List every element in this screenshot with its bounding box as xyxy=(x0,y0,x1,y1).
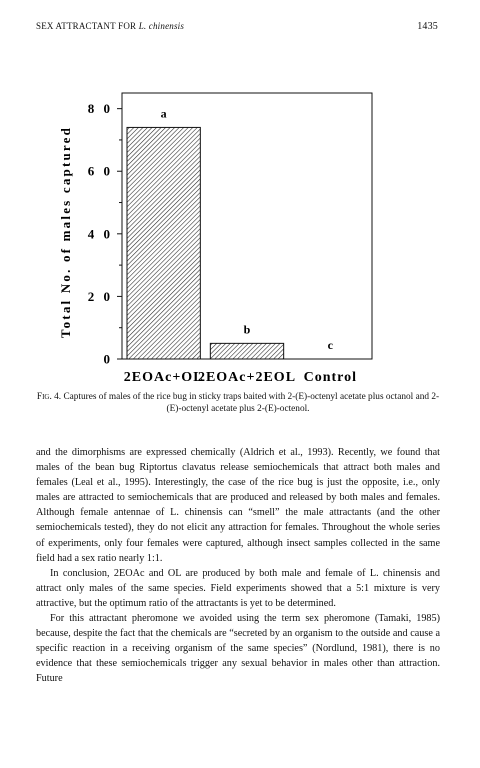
x-category-label: 2EOAc+2EOL xyxy=(197,370,297,385)
bar xyxy=(127,127,200,359)
y-tick-label: 4 0 xyxy=(87,226,113,242)
x-category-label: Control xyxy=(303,370,358,385)
x-category-label: 2EOAc+OL xyxy=(123,370,204,385)
paragraph-2: In conclusion, 2EOAc and OL are produced by both male and female of L. chinensis and attract only males of the same species. Field experiments showed that a 5:1 mixture is very attractive, but the optimum ratio of the attractants is yet to be determined. xyxy=(36,567,440,609)
running-head xyxy=(36,21,438,35)
y-axis-label: Total No. of males captured xyxy=(58,125,73,339)
figure-caption-text: Captures of males of the rice bug in sticky traps baited with 2-(E)-octenyl acetate plus octanol and 2-(E)-octenyl acetate plus 2-(E)-octenol. xyxy=(63,392,440,414)
figure-caption xyxy=(36,391,440,415)
body-text xyxy=(36,445,440,687)
y-tick-label: 0 xyxy=(103,351,113,367)
y-tick-label: 6 0 xyxy=(87,163,113,179)
bar-significance-label: b xyxy=(243,322,251,337)
y-tick-label: 2 0 xyxy=(87,288,113,304)
running-title: SEX ATTRACTANT FOR L. chinensis xyxy=(36,21,185,31)
bar-significance-label: a xyxy=(160,106,167,121)
bar-significance-label: c xyxy=(327,338,333,352)
figure-id: Fig. 4. xyxy=(36,392,62,402)
bar xyxy=(210,343,283,359)
y-tick-label: 8 0 xyxy=(87,101,113,117)
paragraph-3: For this attractant pheromone we avoided using the term sex pheromone (Tamaki, 1985) because, despite the fact that the chemicals are “secreted by an organism to the outside and cause a specific reaction in a receiving organism of the same species” (Nordlund, 1981), there is no evidence that these semiochemicals trigger any sexual behavior in males other than attraction. Future xyxy=(36,613,440,685)
paragraph-1: and the dimorphisms are expressed chemically (Aldrich et al., 1993). Recently, we found that males of the bean bug Riptortus clavatus release semiochemicals that attract both males and females (Leal et al., 1995). Interestingly, the case of the rice bug is just the opposite, i.e., only males are attracted to semiochemicals that are produced and released by both males and females. Although female antennae of L. chinensis can “smell” the male attractants (and the other semiochemicals tested), they do not elicit any attraction for females. Throughout the whole series of experiments, only four females were captured, although insect samples collected in the same field had a sex ratio nearly 1:1. xyxy=(36,447,440,564)
running-title-species: L. chinensis xyxy=(138,21,185,31)
page-number: 1435 xyxy=(417,21,438,32)
bar-chart xyxy=(0,80,480,390)
